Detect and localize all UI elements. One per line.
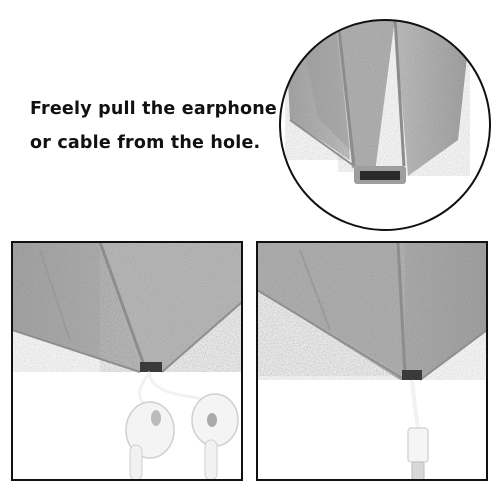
photo-earphones (12, 242, 242, 480)
photo-lightning-cable (257, 242, 487, 480)
caption-line-2: or cable from the hole. (30, 133, 261, 153)
zoom-closeup-circle (280, 18, 490, 230)
caption-line-1: Freely pull the earphone (30, 99, 278, 119)
